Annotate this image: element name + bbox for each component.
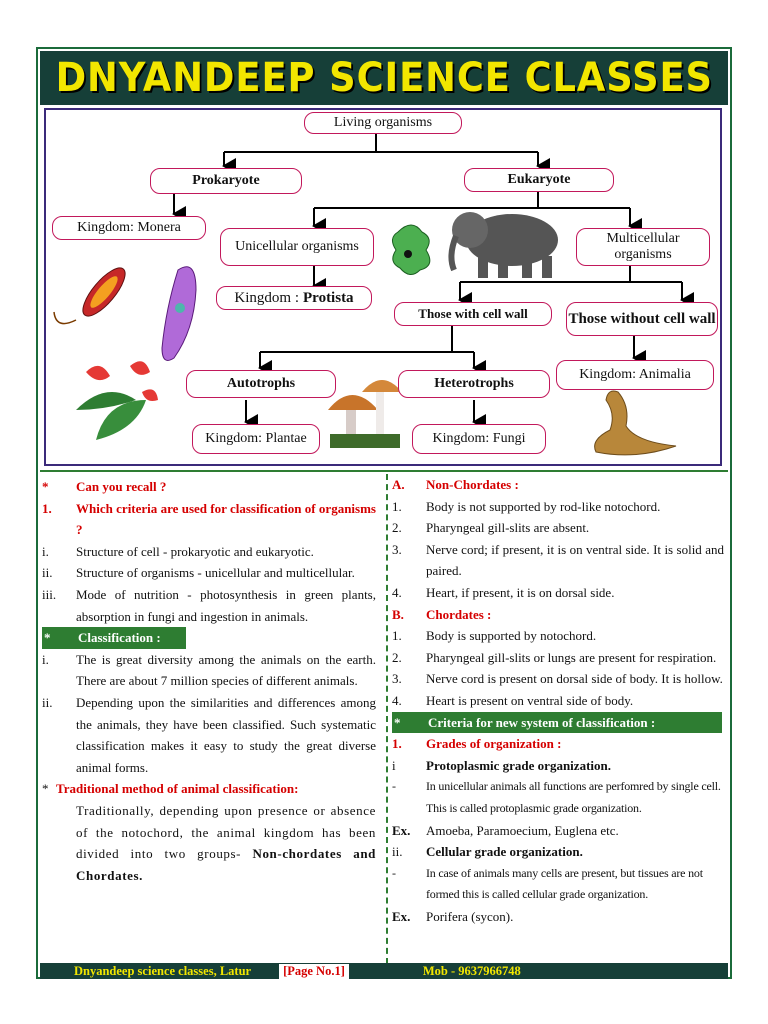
answer-item: i. Structure of cell - prokaryotic and eukaryotic. — [42, 543, 314, 559]
node-autotrophs: Autotrophs — [186, 370, 336, 398]
column-divider — [386, 474, 388, 964]
answer-item: iii. Mode of nutrition - photosynthesis in green plants, absorption in fungi and ingestion in animals. — [42, 586, 376, 624]
left-column — [42, 476, 376, 886]
page-header — [40, 51, 728, 105]
right-column — [392, 474, 724, 927]
non-chordate-item: 1. Body is not supported by rod-like notochord. — [392, 498, 661, 514]
example-2: Ex. Porifera (sycon). — [392, 908, 514, 924]
non-chordates-heading: A. Non-Chordates : — [392, 477, 519, 492]
node-eukaryote: Eukaryote — [464, 168, 614, 192]
protoplasmic-grade-text: - In unicellular animals all functions are perfomred by single cell. This is called protoplasmic grade organization. — [392, 779, 721, 815]
protista-name: Protista — [303, 290, 354, 306]
cellular-grade-heading: ii. Cellular grade organization. — [392, 844, 583, 860]
mushroom-illustration — [328, 380, 402, 448]
footer-institute: Dnyandeep science classes, Latur — [74, 963, 252, 978]
elephant-illustration — [451, 212, 558, 278]
paramecium-illustration — [162, 267, 196, 361]
chordate-item: 3. Nerve cord is present on dorsal side of body. It is hollow. — [392, 671, 723, 687]
non-chordate-item: 4. Heart, if present, it is on dorsal side. — [392, 584, 615, 600]
chordate-item: 1. Body is supported by notochord. — [392, 628, 597, 644]
traditional-text: Traditionally, depending upon presence or absence of the notochord, the animal kingdom has been divided into two groups- Non-chordates and Chordates. — [76, 802, 376, 883]
classification-item: ii. Depending upon the similarities and differences among the animals, they have been classified. Such systematic classification makes it easy to study the great diverse animal forms. — [42, 694, 376, 775]
node-with-cell-wall: Those with cell wall — [394, 302, 552, 326]
footer-page-number: [Page No.1] — [279, 964, 349, 979]
section-divider — [40, 470, 728, 472]
recall-star: * — [42, 479, 49, 494]
classification-diagram — [44, 108, 722, 466]
question-1: 1. Which criteria are used for classification of organisms ? — [42, 500, 376, 538]
grades-heading: 1. Grades of organization : — [392, 736, 562, 752]
node-kingdom-protista — [216, 286, 372, 310]
node-multicellular: Multicellular organisms — [576, 228, 710, 266]
node-heterotrophs: Heterotrophs — [398, 370, 550, 398]
page-title: DNYANDEEP SCIENCE CLASSES — [55, 55, 713, 101]
traditional-heading: * Traditional method of animal classification: — [42, 781, 299, 797]
non-chordate-item: 2. Pharyngeal gill-slits are absent. — [392, 520, 590, 536]
criteria-heading: * Criteria for new system of classification : — [392, 712, 722, 734]
node-living-organisms: Living organisms — [304, 112, 462, 134]
chordate-item: 4. Heart is present on ventral side of body. — [392, 692, 634, 708]
non-chordate-item: 3. Nerve cord; if present, it is on ventral side. It is solid and paired. — [392, 541, 724, 579]
cellular-grade-text: - In case of animals many cells are present, but tissues are not formed this is called cellular grade organization. — [392, 865, 703, 902]
node-kingdom-fungi: Kingdom: Fungi — [412, 424, 546, 454]
chordate-item: 2. Pharyngeal gill-slits or lungs are present for respiration. — [392, 649, 717, 665]
answer-item: ii. Structure of organisms - unicellular and multicellular. — [42, 565, 355, 581]
node-without-cell-wall: Those without cell wall — [566, 302, 718, 336]
flower-plant-illustration — [76, 361, 158, 440]
amoeba-illustration — [392, 225, 429, 275]
example-1: Ex. Amoeba, Paramoecium, Euglena etc. — [392, 822, 619, 838]
classification-item: i. The is great diversity among the animals on the earth. There are about 7 million species of different animals. — [42, 651, 376, 689]
bacterium-illustration — [54, 262, 132, 324]
page-footer — [40, 963, 728, 979]
footer-mobile: Mob - 9637966748 — [422, 963, 521, 978]
classification-heading: * Classification : — [42, 627, 186, 649]
node-kingdom-monera: Kingdom: Monera — [52, 216, 206, 240]
protista-prefix: Kingdom : — [234, 290, 300, 306]
traditional-groups: Non-chordates and Chordates. — [76, 846, 376, 883]
recall-heading: * Can you recall ? — [42, 476, 376, 498]
node-prokaryote: Prokaryote — [150, 168, 302, 194]
diagram-connectors — [46, 110, 724, 468]
chordates-heading: B. Chordates : — [392, 606, 492, 622]
node-kingdom-plantae: Kingdom: Plantae — [192, 424, 320, 454]
cobra-illustration — [595, 391, 676, 455]
node-unicellular: Unicellular organisms — [220, 228, 374, 266]
node-kingdom-animalia: Kingdom: Animalia — [556, 360, 714, 390]
protoplasmic-grade-heading: i Protoplasmic grade organization. — [392, 757, 611, 773]
